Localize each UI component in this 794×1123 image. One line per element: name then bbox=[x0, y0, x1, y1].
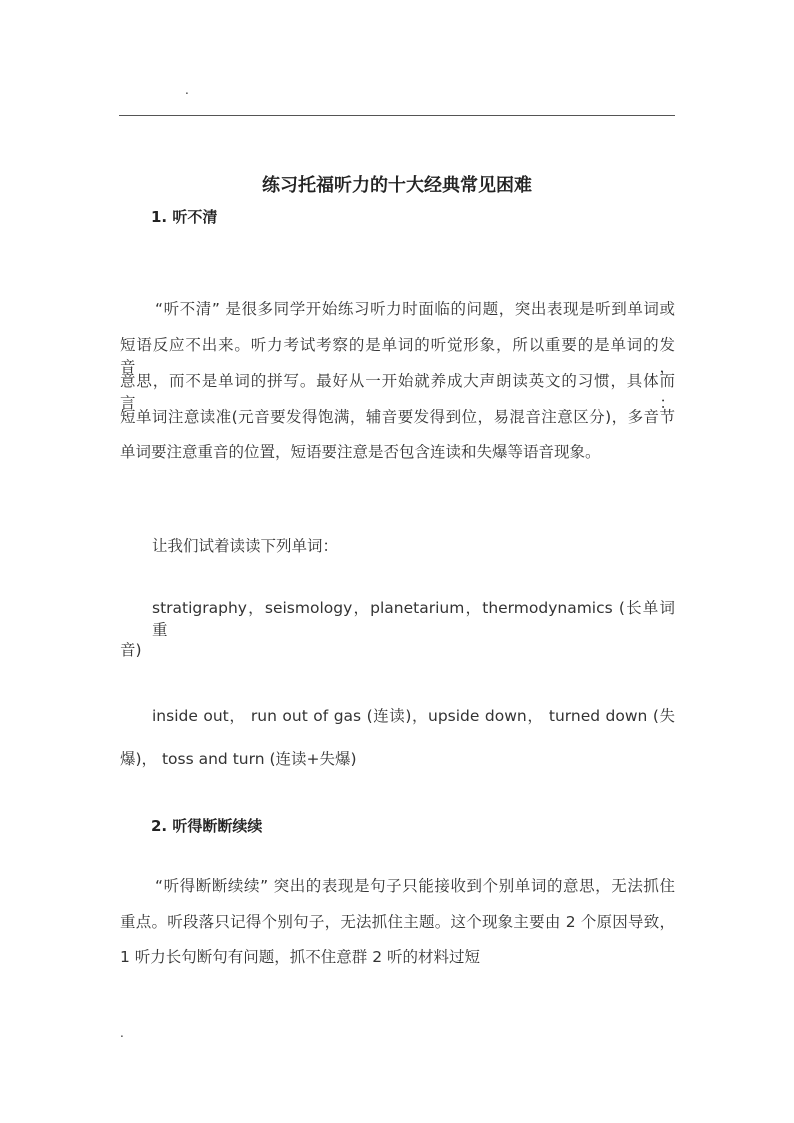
paragraph-line: inside out， run out of gas (连读)，upside down， turned down (失 bbox=[152, 707, 675, 725]
document-title: 练习托福听力的十大经典常见困难 bbox=[262, 175, 532, 196]
paragraph-line: 单词要注意重音的位置，短语要注意是否包含连读和失爆等语音现象。 bbox=[120, 443, 601, 461]
paragraph-line: 意思，而不是单词的拼写。最好从一开始就养成大声朗读英文的习惯，具体而言： bbox=[120, 372, 675, 412]
header-rule bbox=[119, 115, 675, 116]
paragraph-line: 短单词注意读准(元音要发得饱满，辅音要发得到位，易混音注意区分)，多音节 bbox=[120, 408, 675, 426]
section-2-heading: 2. 听得断断续续 bbox=[151, 817, 263, 835]
paragraph-line: “听不清” 是很多同学开始练习听力时面临的问题，突出表现是听到单词或 bbox=[155, 300, 675, 318]
footer-dot: . bbox=[120, 1026, 124, 1040]
paragraph-line: “听得断断续续” 突出的表现是句子只能接收到个别单词的意思，无法抓住 bbox=[155, 877, 675, 895]
paragraph-line: 爆)， toss and turn (连读+失爆) bbox=[120, 750, 357, 768]
paragraph-line: 让我们试着读读下列单词： bbox=[152, 537, 339, 555]
paragraph-line: 音) bbox=[120, 641, 142, 659]
paragraph-line: 短语反应不出来。听力考试考察的是单词的听觉形象，所以重要的是单词的发音， bbox=[120, 336, 675, 376]
paragraph-line: 1 听力长句断句有问题，抓不住意群 2 听的材料过短 bbox=[120, 948, 481, 966]
paragraph-line: 重点。听段落只记得个别句子，无法抓住主题。这个现象主要由 2 个原因导致， bbox=[120, 913, 675, 931]
header-dot: . bbox=[185, 83, 189, 97]
section-1-heading: 1. 听不清 bbox=[151, 208, 218, 226]
paragraph-line: stratigraphy，seismology，planetarium，thermodynamics (长单词重 bbox=[152, 599, 675, 639]
